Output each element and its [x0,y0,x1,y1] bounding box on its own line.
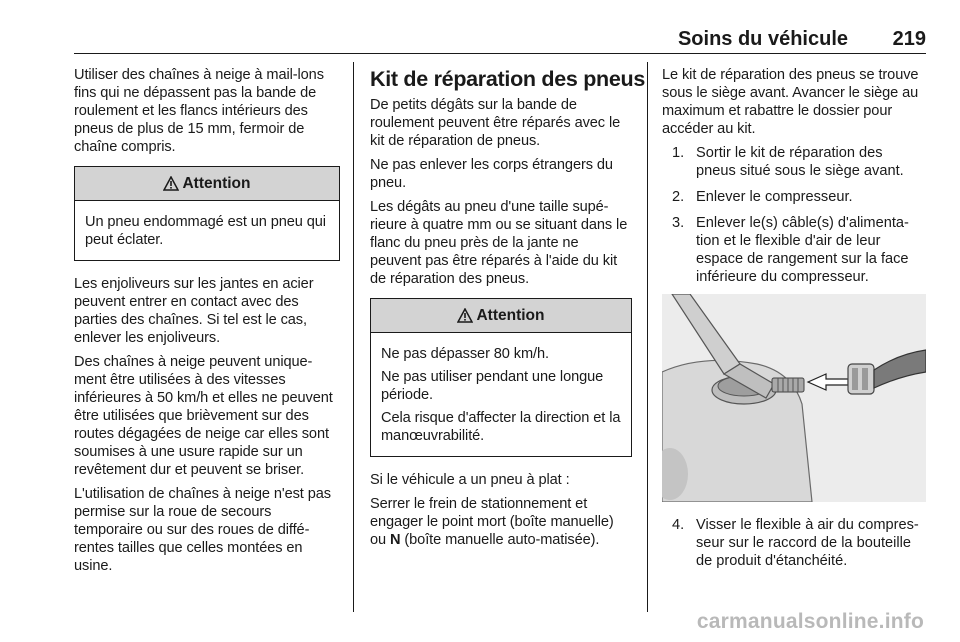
column-divider [647,62,648,612]
step-number: 1. [672,145,685,161]
step-list [662,144,926,286]
step-number: 3. [672,215,685,231]
page-number: 219 [892,28,926,50]
column-1 [74,66,340,581]
column-divider [353,62,354,612]
attention-body [75,201,339,260]
step-text: Sortir le kit de réparation des pneus situé sous le siège avant. [696,145,904,179]
column-3 [662,66,926,578]
attention-label: Attention [182,174,251,192]
paragraph: De petits dégâts sur la bande de roulement peuvent être réparés avec le kit de réparation de pneus. [370,97,621,149]
paragraph: Des chaînes à neige peuvent unique-ment être utilisées à des vitesses inférieures à 50 km/h et elles ne peuvent être utilisées que brièvement sur des routes dégagées de neige car elles sont soumises à une usure rapide sur un revêtement dur et peuvent se briser. [74,354,333,478]
step-text: Enlever le compresseur. [696,189,853,205]
step-text: Enlever le(s) câble(s) d'alimenta-tion et le flexible d'air de leur espace de rangement sur la face inférieure du compresseur. [696,215,909,285]
paragraph [370,495,632,549]
warning-icon [163,176,179,191]
intro-paragraph: Le kit de réparation des pneus se trouve sous le siège avant. Avancer le siège au maximum et rabattre le dossier pour accéder au kit. [662,67,919,137]
attention-box [74,166,340,261]
step-number: 4. [672,517,685,533]
header-rule [74,53,926,54]
paragraph: Ne pas enlever les corps étrangers du pneu. [370,157,613,191]
illustration-drawing [662,294,926,502]
attention-text: Un pneu endommagé est un pneu qui peut éclater. [85,214,326,248]
step-text: Visser le flexible à air du compres-seur sur le raccord de la bouteille de produit d'étanchéité. [696,517,919,569]
step-list [662,516,926,570]
attention-body [371,333,631,456]
attention-label: Attention [476,306,545,324]
attention-text: Ne pas dépasser 80 km/h. [381,346,549,362]
gear-letter: N [390,532,401,548]
column-2 [370,66,646,555]
list-item [662,144,926,180]
warning-icon [457,308,473,323]
watermark: carmanualsonline.info [696,610,924,633]
attention-text: Ne pas utiliser pendant une longue période. [381,369,604,403]
attention-text: Cela risque d'affecter la direction et la manœuvrabilité. [381,410,621,444]
intro-paragraph: Utiliser des chaînes à neige à mail-lons fins qui ne dépassent pas la bande de roulement et les flancs intérieurs des pneus de plus de 15 mm, fermoir de chaîne compris. [74,67,324,155]
section-title: Soins du véhicule [677,28,848,50]
attention-header [371,299,631,333]
step-number: 2. [672,189,685,205]
attention-box [370,298,632,457]
section-heading: Kit de réparation des pneus [370,67,646,91]
paragraph: Les dégâts au pneu d'une taille supé-rieure à quatre mm ou se situant dans le flanc du pneu près de la jante ne peuvent pas être réparés à l'aide du kit de réparation des pneus. [370,199,628,287]
paragraph: L'utilisation de chaînes à neige n'est pas permise sur la roue de secours temporaire ou sur des roues de diffé-rentes tailles que celles montées en usine. [74,486,331,574]
text-run: Serrer le frein de stationnement et engager le point mort (boîte manuelle) ou [370,496,614,548]
text-run: (boîte manuelle auto-matisée). [400,532,600,548]
list-item [662,188,926,206]
compressor-hose-illustration [662,294,926,502]
list-item [662,516,926,570]
paragraph: Les enjoliveurs sur les jantes en acier peuvent entrer en contact avec des parties des chaînes. Si tel est le cas, enlever les enjoliveurs. [74,276,314,346]
page-header [74,28,926,54]
paragraph: Si le véhicule a un pneu à plat : [370,472,570,488]
list-item [662,214,926,286]
attention-header [75,167,339,201]
